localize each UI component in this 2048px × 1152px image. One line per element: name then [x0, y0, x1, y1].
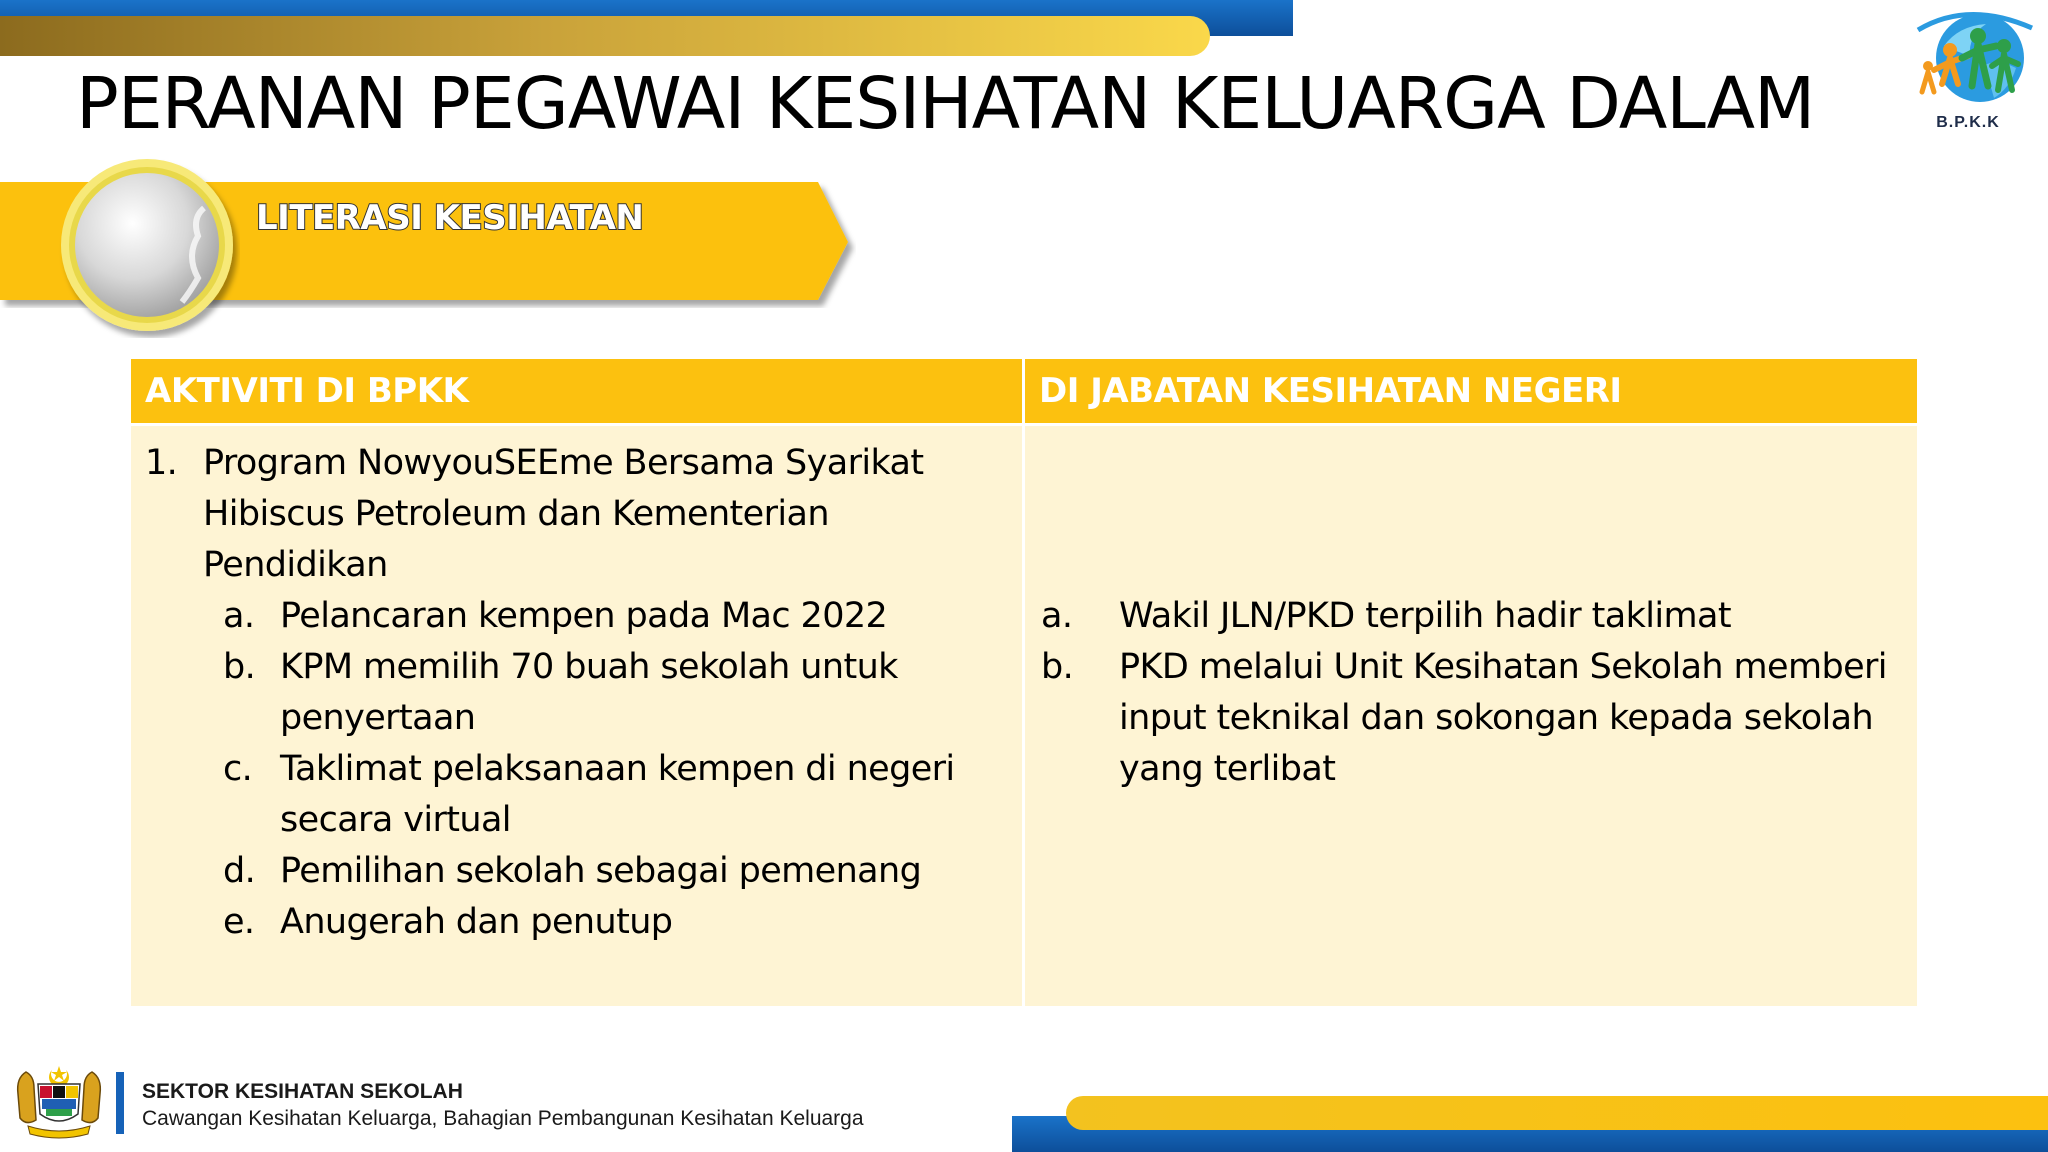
header-state-health-dept: DI JABATAN KESIHATAN NEGERI	[1024, 358, 1919, 425]
list-item	[145, 591, 1000, 642]
item-marker: e.	[223, 902, 255, 942]
list-item	[1041, 591, 1909, 642]
item-number: 1.	[145, 443, 178, 483]
state-health-dept-cell	[1024, 425, 1919, 1008]
item-text: Anugerah dan penutup	[280, 902, 673, 942]
item-marker: b.	[1041, 647, 1074, 687]
item-marker: b.	[223, 647, 256, 687]
family-logo-icon	[1898, 6, 2038, 116]
page-title: PERANAN PEGAWAI KESIHATAN KELUARGA DALAM	[76, 62, 1815, 145]
list-item	[1041, 642, 1909, 795]
item-text: Taklimat pelaksanaan kempen di negeri secara virtual	[280, 749, 955, 840]
item-marker: a.	[1041, 596, 1073, 636]
table-row	[130, 425, 1919, 1008]
banner-label: LITERASI KESIHATAN	[256, 198, 644, 238]
silver-circle-icon	[54, 152, 240, 338]
header-bpkk-activities: AKTIVITI DI BPKK	[130, 358, 1024, 425]
item-text: PKD melalui Unit Kesihatan Sekolah memberi input teknikal dan sokongan kepada sekolah yang terlibat	[1119, 647, 1887, 789]
item-marker: d.	[223, 851, 256, 891]
list-item	[145, 744, 1000, 846]
top-bar-gold	[0, 16, 1210, 56]
bottom-bar-gold	[1066, 1096, 2048, 1130]
program-text: Program NowyouSEEme Bersama Syarikat Hibiscus Petroleum dan Kementerian Pendidikan	[203, 443, 924, 585]
activity-table	[128, 356, 1920, 1009]
malaysia-crest-icon	[14, 1064, 104, 1140]
bpkk-logo	[1898, 6, 2038, 134]
table-header-row	[130, 358, 1919, 425]
program-sub-list	[145, 591, 1022, 948]
footer-divider	[116, 1072, 124, 1134]
item-text: Pelancaran kempen pada Mac 2022	[280, 596, 888, 636]
section-banner	[0, 180, 856, 308]
list-item	[145, 897, 1000, 948]
footer-department-name: Cawangan Kesihatan Keluarga, Bahagian Pembangunan Kesihatan Keluarga	[142, 1107, 864, 1130]
bpkk-activities-cell	[130, 425, 1024, 1008]
item-text: Pemilihan sekolah sebagai pemenang	[280, 851, 922, 891]
list-item	[145, 846, 1000, 897]
item-text: Wakil JLN/PKD terpilih hadir taklimat	[1119, 596, 1731, 636]
list-item	[145, 642, 1000, 744]
item-text: KPM memilih 70 buah sekolah untuk penyertaan	[280, 647, 898, 738]
item-marker: c.	[223, 749, 253, 789]
footer-sector-name: SEKTOR KESIHATAN SEKOLAH	[142, 1080, 463, 1103]
item-marker: a.	[223, 596, 255, 636]
logo-text: B.P.K.K	[1936, 114, 2000, 131]
program-item	[145, 438, 1022, 591]
